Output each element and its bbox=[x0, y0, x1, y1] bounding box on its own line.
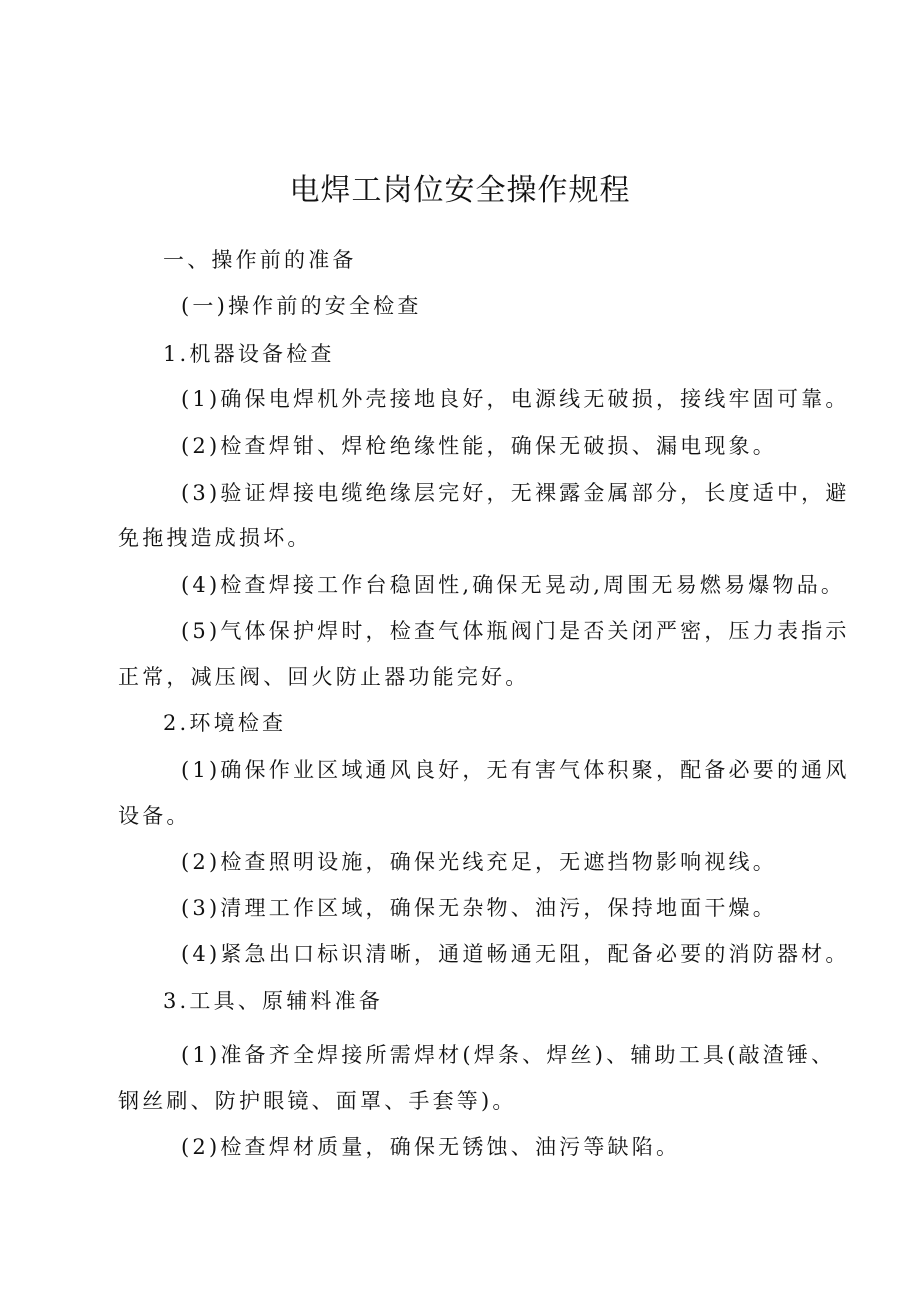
paragraph: (1)确保电焊机外壳接地良好，电源线无破损，接线牢固可靠。 bbox=[181, 387, 850, 411]
subsection-heading: (一)操作前的安全检查 bbox=[181, 294, 422, 318]
paragraph-continuation: 免拖拽造成损坏。 bbox=[118, 526, 312, 550]
paragraph: (2)检查照明设施，确保光线充足，无遮挡物影响视线。 bbox=[181, 850, 777, 874]
document-title: 电焊工岗位安全操作规程 bbox=[289, 173, 631, 208]
paragraph-continuation: 正常，减压阀、回火防止器功能完好。 bbox=[118, 665, 530, 689]
paragraph: (3)验证焊接电缆绝缘层完好，无裸露金属部分，长度适中，避 bbox=[181, 481, 850, 505]
paragraph: (2)检查焊钳、焊枪绝缘性能，确保无破损、漏电现象。 bbox=[181, 434, 777, 458]
paragraph-continuation: 设备。 bbox=[118, 804, 191, 828]
section-heading: 一、操作前的准备 bbox=[163, 248, 357, 272]
paragraph-continuation: 钢丝刷、防护眼镜、面罩、手套等)。 bbox=[118, 1089, 517, 1113]
paragraph: (5)气体保护焊时，检查气体瓶阀门是否关闭严密，压力表指示 bbox=[181, 619, 850, 643]
paragraph: (3)清理工作区域，确保无杂物、油污，保持地面干燥。 bbox=[181, 896, 777, 920]
paragraph: (2)检查焊材质量，确保无锈蚀、油污等缺陷。 bbox=[181, 1135, 681, 1159]
item-heading-tools: 3.工具、原辅料准备 bbox=[163, 989, 384, 1013]
paragraph: (1)准备齐全焊接所需焊材(焊条、焊丝)、辅助工具(敲渣锤、 bbox=[181, 1043, 836, 1067]
paragraph: (4)检查焊接工作台稳固性,确保无晃动,周围无易燃易爆物品。 bbox=[181, 573, 846, 597]
paragraph: (4)紧急出口标识清晰，通道畅通无阻，配备必要的消防器材。 bbox=[181, 942, 850, 966]
paragraph: (1)确保作业区域通风良好，无有害气体积聚，配备必要的通风 bbox=[181, 758, 850, 782]
item-heading-environment: 2.环境检查 bbox=[163, 711, 287, 735]
item-heading-equipment: 1.机器设备检查 bbox=[163, 342, 335, 366]
